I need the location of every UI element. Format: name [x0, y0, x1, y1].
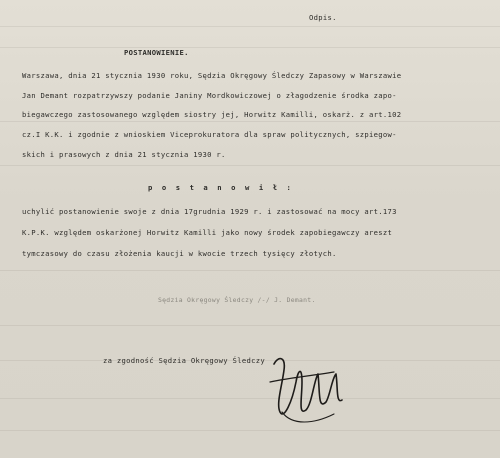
attestation-line: za zgodność Sędzia Okręgowy Śledczy — [103, 356, 265, 365]
paragraph-line: biegawczego zastosowanego względem siostry jej, Horwitz Kamilli, oskarż. z art.102 — [22, 110, 402, 119]
judge-signature-line: Sędzia Okręgowy Śledczy /-/ J. Demant. — [158, 296, 316, 304]
paragraph-line: uchylić postanowienie swoje z dnia 17grudnia 1929 r. i zastosować na mocy art.173 — [22, 207, 397, 216]
paragraph-line: cz.I K.K. i zgodnie z wnioskiem Viceprokuratora dla spraw politycznych, szpiegow- — [22, 130, 397, 139]
paragraph-line: Warszawa, dnia 21 stycznia 1930 roku, Sędzia Okręgowy Śledczy Zapasowy w Warszawie — [22, 71, 402, 80]
paragraph-line: tymczasowy do czasu złożenia kaucji w kwocie trzech tysięcy złotych. — [22, 249, 337, 258]
paragraph-line: Jan Demant rozpatrzywszy podanie Janiny Mordkowiczowej o złagodzenie środka zapo- — [22, 91, 397, 100]
resolved-heading: p o s t a n o w i ł : — [148, 183, 294, 192]
document-heading: POSTANOWIENIE. — [124, 48, 189, 57]
handwritten-signature — [268, 352, 348, 428]
copy-mark: Odpis. — [309, 13, 337, 22]
paragraph-line: skich i prasowych z dnia 21 stycznia 1930 r. — [22, 150, 226, 159]
paragraph-line: K.P.K. względem oskarżonej Horwitz Kamilli jako nowy środek zapobiegawczy areszt — [22, 228, 393, 237]
